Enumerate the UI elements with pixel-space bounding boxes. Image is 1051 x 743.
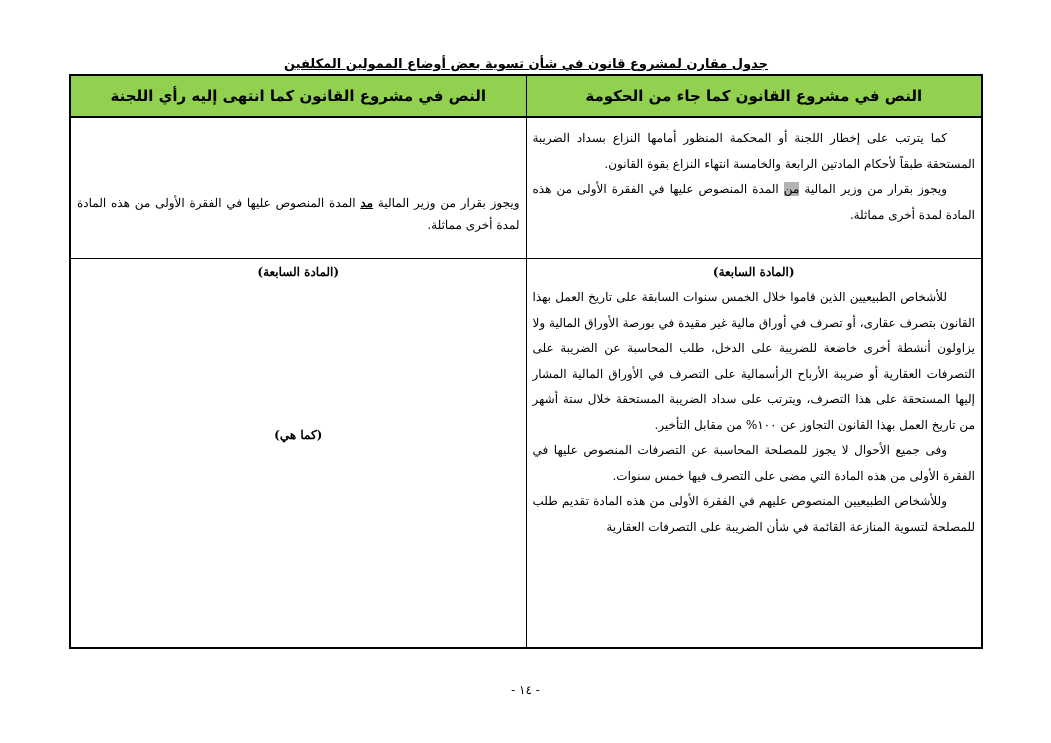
header-government: النص في مشروع القانون كما جاء من الحكومة bbox=[526, 75, 982, 117]
spacer-cell-government bbox=[526, 117, 982, 126]
government-cell-row1 bbox=[526, 126, 982, 259]
gov-row1-paragraph-1: كما يترتب على إخطار اللجنة أو المحكمة المنظور أمامها النزاع بسداد الضريبة المستحقة طبقاً لأحكام المادتين الرابعة والخامسة انتهاء النزاع بقوة القانون. bbox=[532, 131, 975, 171]
table-row bbox=[70, 126, 982, 259]
page-number: - ١٤ - bbox=[511, 683, 540, 697]
gov-row1-paragraph-2 bbox=[527, 177, 982, 228]
committee-cell-row1 bbox=[70, 126, 526, 259]
spacer-cell-committee bbox=[70, 117, 526, 126]
header-row bbox=[70, 75, 982, 117]
gov-row2-paragraph-2: وفى جميع الأحوال لا يجوز للمصلحة المحاسبة عن التصرفات المنصوص عليها في الفقرة الأولى من هذه المادة التي مضى على التصرف فيها خمس سنوات. bbox=[532, 443, 975, 483]
com-row1-paragraph-1 bbox=[71, 192, 526, 258]
as-is-text: (كما هي) bbox=[274, 428, 323, 442]
gov-row1-p2-start: ويجوز بقرار من وزير المالية bbox=[799, 182, 947, 196]
table-title-text: جدول مقارن لمشروع قانون في شأن تسوية بعض أوضاع الممولين المكلفين bbox=[283, 57, 769, 72]
gov-row1-p2-end: المدة المنصوص عليها في الفقرة الأولى من هذه المادة لمدة أخرى مماثلة. bbox=[532, 182, 975, 222]
com-row1-p1-start: ويجوز بقرار من وزير المالية bbox=[373, 196, 520, 210]
underlined-word: مد bbox=[360, 196, 374, 210]
gov-article-title: (المادة السابعة) bbox=[712, 265, 795, 279]
comparison-table bbox=[69, 74, 983, 649]
com-row2-body bbox=[71, 285, 526, 585]
gov-row2-paragraph-3: وللأشخاص الطبيعيين المنصوص عليهم في الفقرة الأولى من هذه المادة تقديم طلب للمصلحة لتسوية المنازعة القائمة في شأن الضريبة على التصرفات العقارية bbox=[532, 494, 975, 534]
gov-row2-paragraph-1: للأشخاص الطبيعيين الذين قاموا خلال الخمس سنوات السابقة على تاريخ العمل بهذا القانون بتصرف عقارى، أو تصرف في أوراق مالية غير مقيدة في بورصة الأوراق المالية ولا يزاولون أنشطة أخرى خاضعة للضريبة على الدخل، طلب المحاسبة عن الضريبة على التصرفات العقارية أو ضريبة الأرباح الرأسمالية على التصرف في الأوراق المالية المشار إليها المستحقة على هذا التصرف، ويترتب على سداد الضريبة المستحقة خلال ستة أشهر من تاريخ العمل بهذا القانون التجاوز عن ١٠٠% من مقابل التأخير. bbox=[532, 290, 975, 432]
com-row1-p1-end: المدة المنصوص عليها في الفقرة الأولى من هذه المادة لمدة أخرى مماثلة. bbox=[77, 196, 520, 232]
com-article-title: (المادة السابعة) bbox=[257, 265, 340, 279]
table-row bbox=[70, 259, 982, 649]
table-title bbox=[69, 57, 983, 72]
government-cell-row2 bbox=[526, 259, 982, 649]
header-committee: النص في مشروع القانون كما انتهى إليه رأي اللجنة bbox=[70, 75, 526, 117]
spacer-row bbox=[70, 117, 982, 126]
committee-cell-row2 bbox=[70, 259, 526, 649]
highlighted-word: من bbox=[783, 182, 800, 196]
